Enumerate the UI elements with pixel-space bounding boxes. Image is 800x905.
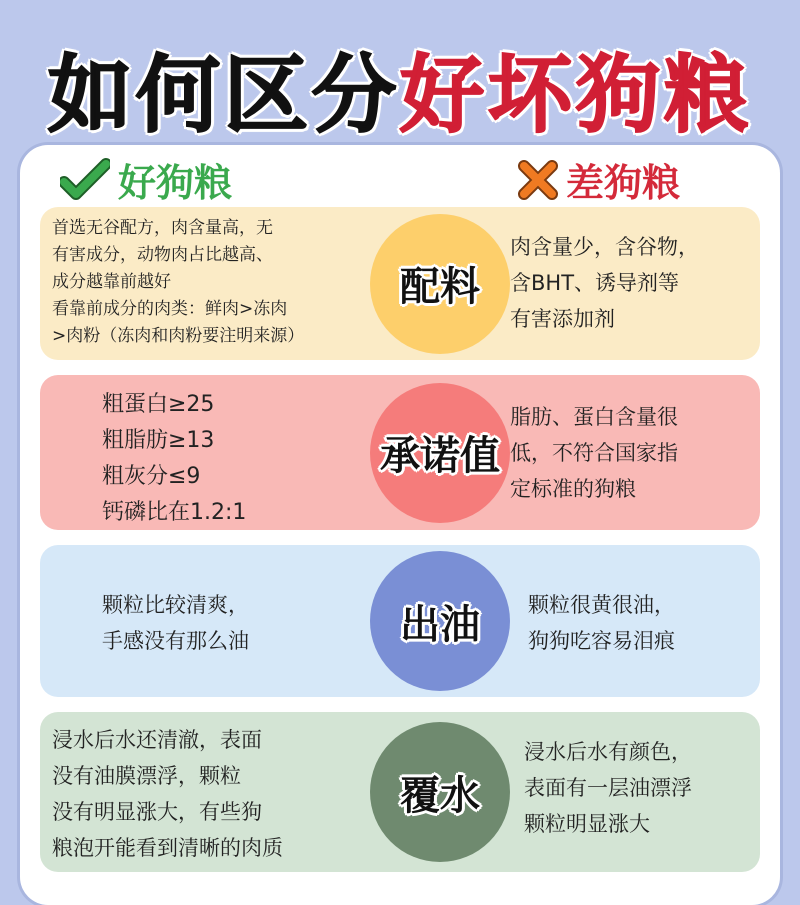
bad-text-line: 颗粒很黄很油， bbox=[528, 593, 675, 617]
good-text-line: 成分越靠前越好 bbox=[52, 272, 171, 292]
good-text-line: 没有油膜漂浮，颗粒 bbox=[52, 764, 241, 788]
good-text-line: >肉粉（冻肉和肉粉要注明来源） bbox=[52, 326, 305, 346]
category-label: 配料 bbox=[400, 264, 480, 310]
title-part-2: 好坏狗粮 bbox=[400, 46, 753, 144]
good-text-line: 看靠前成分的肉类：鲜肉>冻肉 bbox=[52, 299, 288, 319]
bad-text-line: 含BHT、诱导剂等 bbox=[510, 271, 680, 295]
title-part-1: 如何区分 bbox=[47, 46, 400, 144]
bad-text-line: 狗狗吃容易泪痕 bbox=[528, 629, 675, 653]
comparison-row bbox=[40, 545, 760, 697]
page-title bbox=[0, 28, 800, 149]
good-text-line: 手感没有那么油 bbox=[102, 629, 249, 653]
category-circle bbox=[370, 551, 510, 691]
bad-description bbox=[510, 399, 678, 507]
good-description bbox=[52, 722, 283, 866]
category-label: 覆水 bbox=[400, 772, 480, 819]
good-text-line: 没有明显涨大，有些狗 bbox=[52, 800, 262, 824]
good-description bbox=[52, 215, 304, 350]
good-text-line: 钙磷比在1.2:1 bbox=[102, 500, 247, 525]
good-food-header bbox=[60, 152, 232, 207]
good-food-label: 好狗粮 bbox=[118, 161, 233, 205]
comparison-row bbox=[40, 207, 760, 360]
category-label: 承诺值 bbox=[380, 433, 500, 479]
bad-description bbox=[510, 229, 699, 337]
bad-text-line: 颗粒明显涨大 bbox=[524, 812, 650, 836]
bad-text-line: 定标准的狗粮 bbox=[510, 477, 636, 501]
good-description bbox=[102, 387, 246, 531]
check-icon bbox=[60, 158, 110, 202]
good-text-line: 颗粒比较清爽， bbox=[102, 593, 249, 617]
good-text-line: 粮泡开能看到清晰的肉质 bbox=[52, 836, 283, 860]
comparison-row bbox=[40, 712, 760, 872]
bad-text-line: 表面有一层油漂浮 bbox=[524, 776, 692, 800]
bad-text-line: 低，不符合国家指 bbox=[510, 441, 678, 465]
bad-text-line: 肉含量少，含谷物， bbox=[510, 235, 699, 259]
good-text-line: 粗脂肪≥13 bbox=[102, 428, 215, 453]
bad-text-line: 有害添加剂 bbox=[510, 307, 615, 331]
good-text-line: 粗灰分≤9 bbox=[102, 464, 201, 489]
bad-text-line: 浸水后水有颜色， bbox=[524, 740, 692, 764]
good-text-line: 首选无谷配方，肉含量高，无 bbox=[52, 218, 273, 238]
good-text-line: 有害成分，动物肉占比越高、 bbox=[52, 245, 273, 265]
bad-food-label: 差狗粮 bbox=[566, 161, 681, 205]
good-text-line: 浸水后水还清澈，表面 bbox=[52, 728, 262, 752]
bad-food-header bbox=[518, 152, 680, 207]
bad-description bbox=[528, 587, 675, 659]
bad-description bbox=[524, 734, 692, 842]
bad-text-line: 脂肪、蛋白含量很 bbox=[510, 405, 678, 429]
category-circle bbox=[370, 214, 510, 354]
good-description bbox=[102, 587, 249, 659]
comparison-row bbox=[40, 375, 760, 530]
cross-icon bbox=[518, 160, 558, 200]
category-circle bbox=[370, 722, 510, 862]
category-circle bbox=[370, 383, 510, 523]
category-label: 出油 bbox=[400, 601, 480, 648]
good-text-line: 粗蛋白≥25 bbox=[102, 392, 215, 417]
